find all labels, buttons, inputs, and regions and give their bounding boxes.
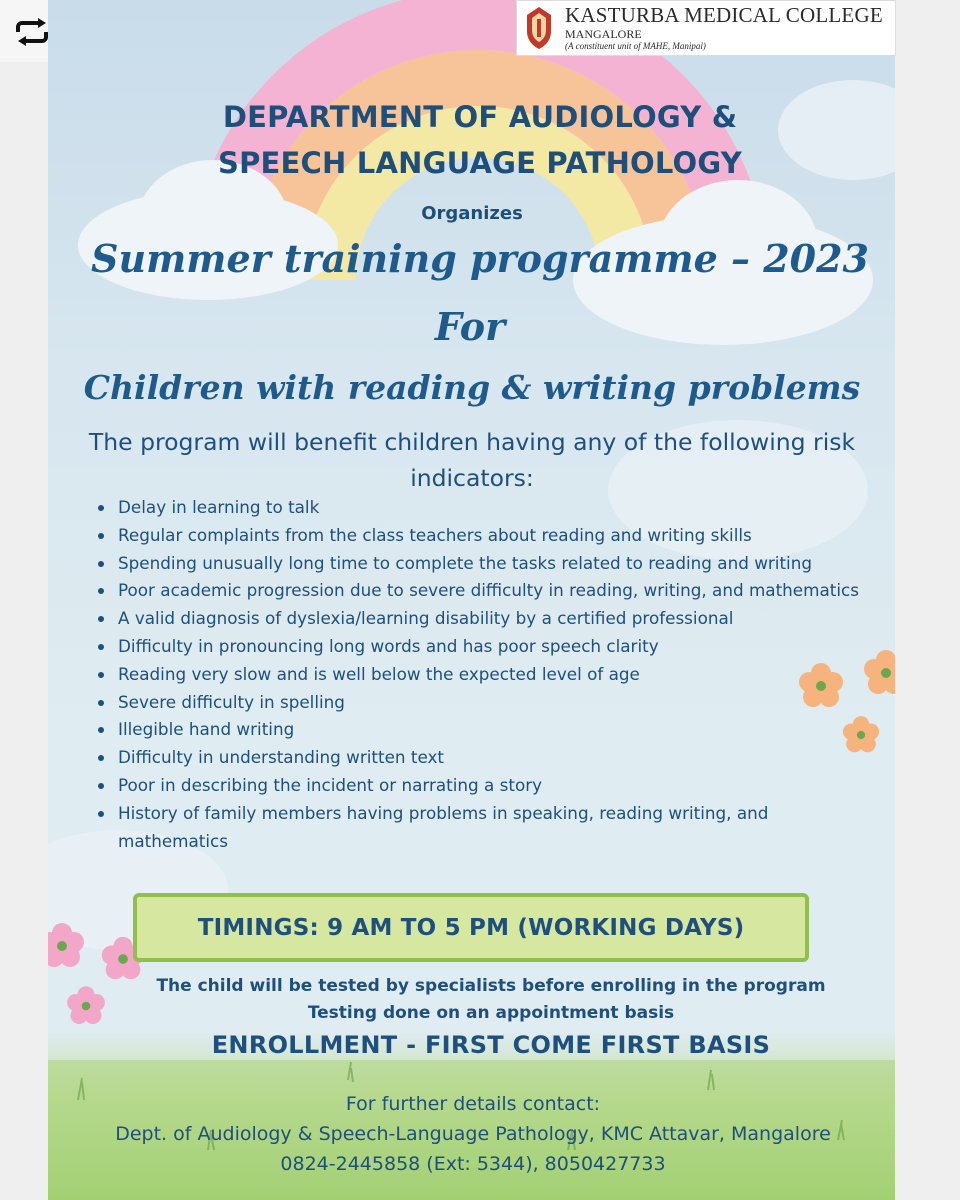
repost-icon[interactable] xyxy=(14,18,50,46)
list-item: Poor in describing the incident or narrating a story xyxy=(95,772,865,800)
list-item: Illegible hand writing xyxy=(95,716,865,744)
department-heading-line2: SPEECH LANGUAGE PATHOLOGY xyxy=(218,146,742,180)
appointment-note: Testing done on an appointment basis xyxy=(307,1003,675,1023)
list-item: A valid diagnosis of dyslexia/learning disability by a certified professional xyxy=(95,605,865,633)
list-item: Difficulty in understanding written text xyxy=(95,744,865,772)
college-name: KASTURBA MEDICAL COLLEGE xyxy=(565,3,883,27)
list-item: Difficulty in pronouncing long words and has poor speech clarity xyxy=(95,633,865,661)
contact-phone: 0824-2445858 (Ext: 5344), 8050427733 xyxy=(280,1153,666,1175)
contact-address: Dept. of Audiology & Speech-Language Pathology, KMC Attavar, Mangalore xyxy=(115,1123,831,1145)
contact-heading: For further details contact: xyxy=(345,1093,601,1115)
list-item: History of family members having problems in speaking, reading writing, and mathematics xyxy=(95,800,865,856)
testing-note: The child will be tested by specialists before enrolling in the program xyxy=(156,976,826,996)
organizes-label: Organizes xyxy=(421,203,523,224)
list-item: Regular complaints from the class teachers about reading and writing skills xyxy=(95,522,865,550)
programme-title: Summer training programme – 2023 xyxy=(91,236,869,281)
enrollment-banner: ENROLLMENT - FIRST COME FIRST BASIS xyxy=(211,1031,771,1059)
college-city: MANGALORE xyxy=(565,27,642,41)
list-item: Reading very slow and is well below the expected level of age xyxy=(95,661,865,689)
intro-line2: indicators: xyxy=(410,464,534,492)
for-label: For xyxy=(434,304,506,349)
intro-text xyxy=(40,424,904,496)
flower-icon xyxy=(48,918,90,974)
risk-indicator-list xyxy=(95,494,865,855)
college-logo xyxy=(516,0,896,56)
list-item: Delay in learning to talk xyxy=(95,494,865,522)
intro-line1: The program will benefit children having any of the following risk xyxy=(88,428,856,456)
timings-text: TIMINGS: 9 AM TO 5 PM (WORKING DAYS) xyxy=(197,914,745,941)
timings-box xyxy=(133,893,809,962)
college-emblem-icon xyxy=(525,5,553,51)
audience-title: Children with reading & writing problems xyxy=(83,368,861,407)
college-subtitle: (A constituent unit of MAHE, Manipal) xyxy=(565,41,706,51)
list-item: Severe difficulty in spelling xyxy=(95,689,865,717)
department-heading-line1: DEPARTMENT OF AUDIOLOGY & xyxy=(222,100,738,134)
list-item: Poor academic progression due to severe difficulty in reading, writing, and mathematics xyxy=(95,577,865,605)
list-item: Spending unusually long time to complete the tasks related to reading and writing xyxy=(95,550,865,578)
